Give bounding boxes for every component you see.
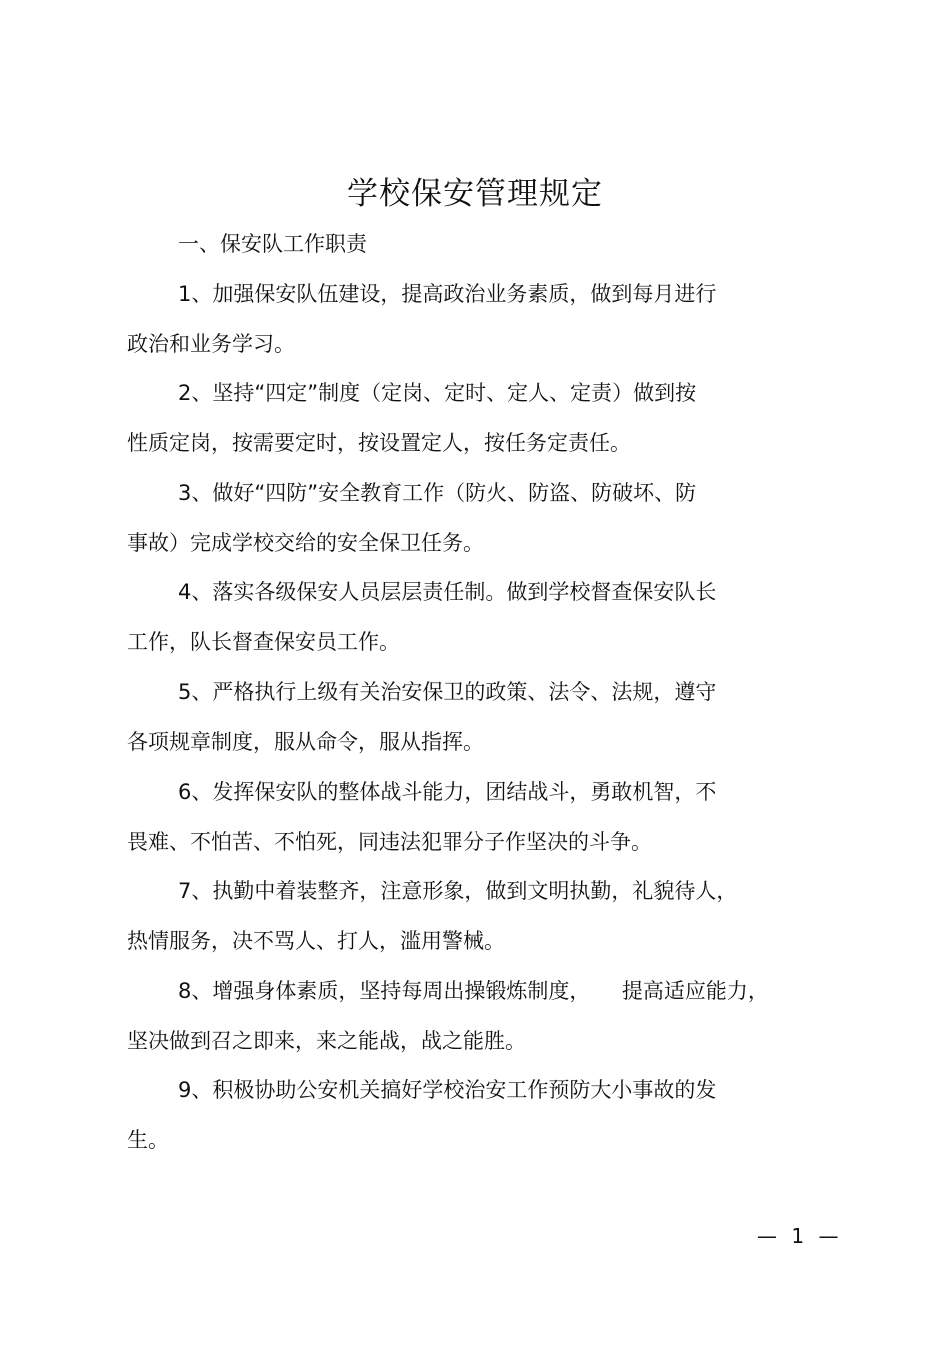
item-8-line-2: 坚决做到召之即来，来之能战，战之能胜。 xyxy=(127,1029,526,1053)
item-3-line-1: 3、做好“四防”安全教育工作（防火、防盗、防破坏、防 xyxy=(178,481,697,505)
item-4-line-1: 4、落实各级保安人员层层责任制。做到学校督查保安队长 xyxy=(178,580,717,604)
item-9-line-2: 生。 xyxy=(127,1128,169,1152)
item-6-line-2: 畏难、不怕苦、不怕死，同违法犯罪分子作坚决的斗争。 xyxy=(127,830,652,854)
item-2-line-2: 性质定岗，按需要定时，按设置定人，按任务定责任。 xyxy=(127,431,631,455)
item-7-line-1: 7、执勤中着装整齐，注意形象，做到文明执勤，礼貌待人， xyxy=(178,879,738,903)
item-1-line-2: 政治和业务学习。 xyxy=(127,332,295,356)
section-heading: 一、保安队工作职责 xyxy=(178,232,367,256)
document-title: 学校保安管理规定 xyxy=(347,176,603,212)
item-5-line-1: 5、严格执行上级有关治安保卫的政策、法令、法规，遵守 xyxy=(178,680,717,704)
item-4-line-2: 工作，队长督查保安员工作。 xyxy=(127,630,400,654)
item-8-line-1: 8、增强身体素质，坚持每周出操锻炼制度， 提高适应能力， xyxy=(178,979,769,1003)
item-5-line-2: 各项规章制度，服从命令，服从指挥。 xyxy=(127,730,484,754)
item-7-line-2: 热情服务，决不骂人、打人，滥用警械。 xyxy=(127,929,505,953)
item-9-line-1: 9、积极协助公安机关搞好学校治安工作预防大小事故的发 xyxy=(178,1078,717,1102)
item-3-line-2: 事故）完成学校交给的安全保卫任务。 xyxy=(127,531,484,555)
item-2-line-1: 2、坚持“四定”制度（定岗、定时、定人、定责）做到按 xyxy=(178,381,697,405)
item-1-line-1: 1、加强保安队伍建设，提高政治业务素质，做到每月进行 xyxy=(178,282,717,306)
item-6-line-1: 6、发挥保安队的整体战斗能力，团结战斗，勇敢机智，不 xyxy=(178,780,717,804)
page-number: — 1 — xyxy=(757,1224,843,1248)
